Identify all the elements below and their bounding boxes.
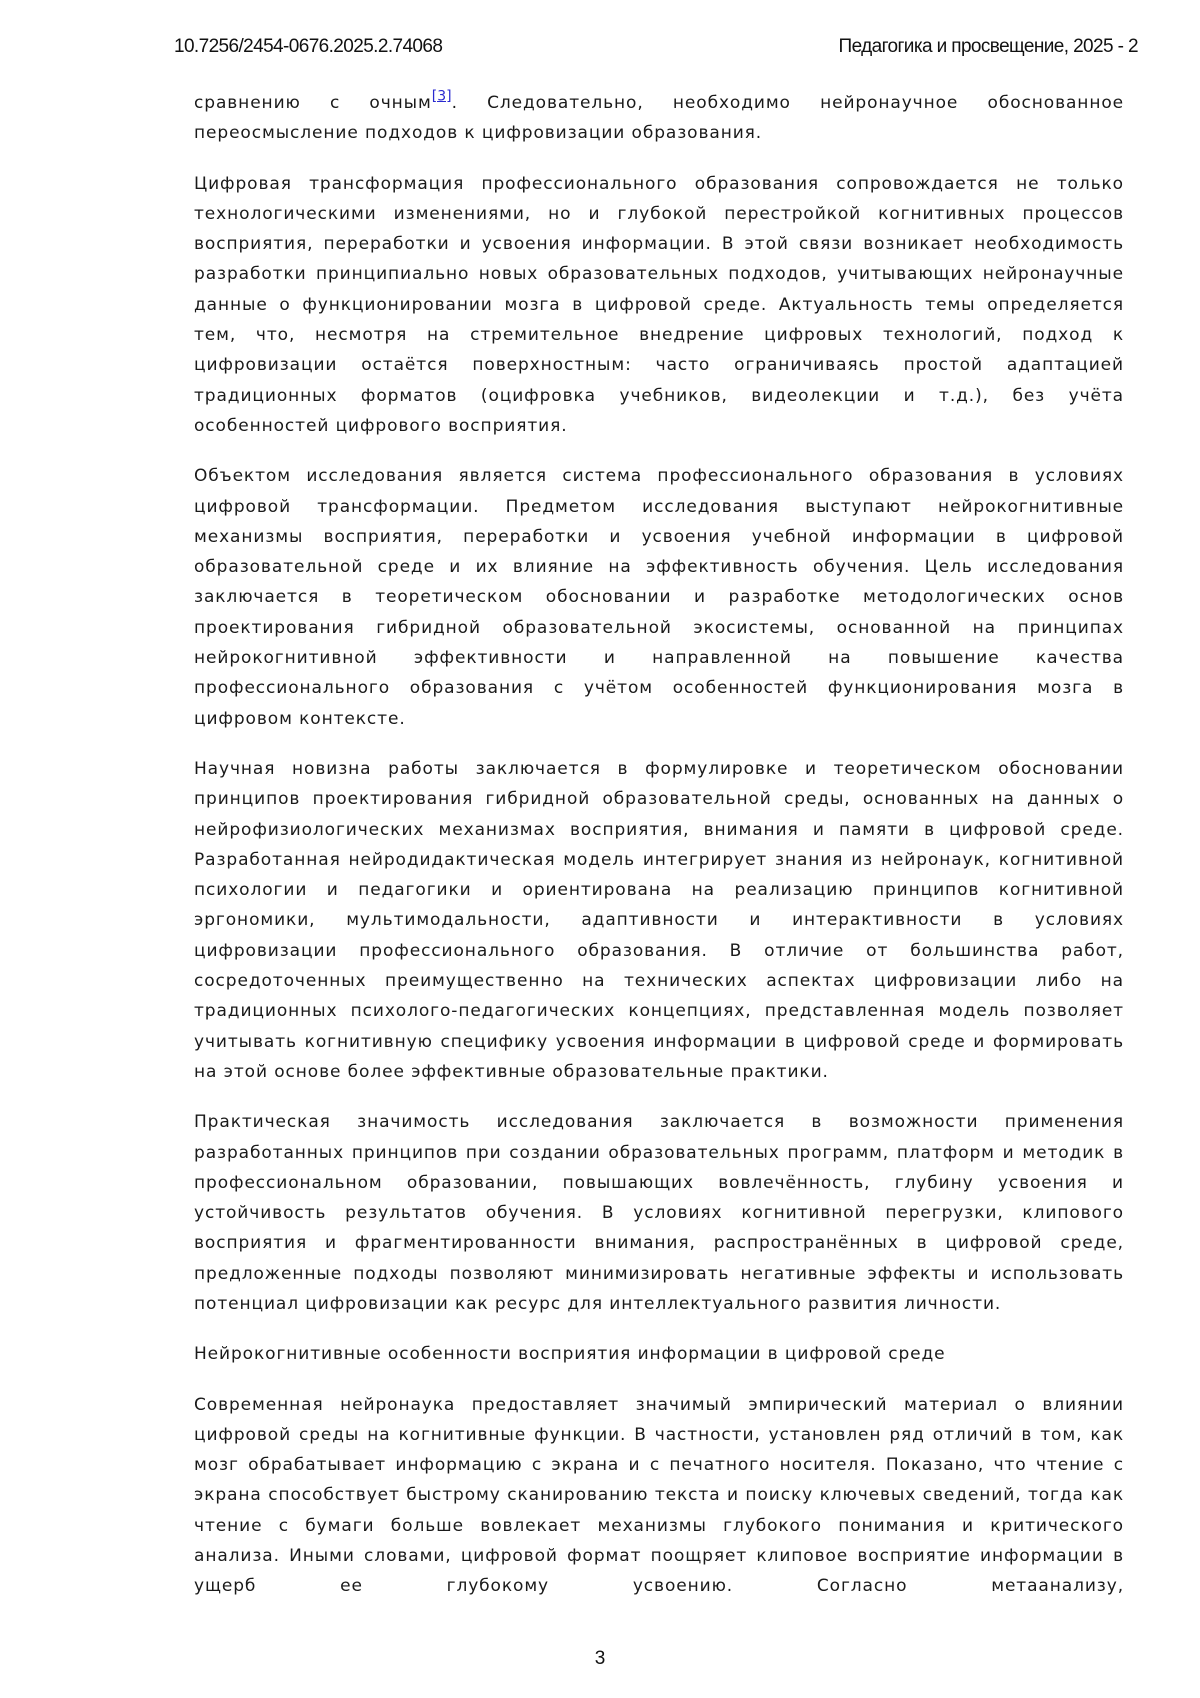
paragraph-text: сравнению с очным bbox=[194, 93, 432, 113]
paragraph-neuroscience: Современная нейронаука предоставляет значимый эмпирический материал о влиянии цифровой среды на когнитивные функции. В частности, установлен ряд отличий в том, как мозг обрабатывает информацию с экрана и с печатного носителя. Показано, что чтение с экрана способствует быстрому сканированию текста и поиску ключевых сведений, тогда как чтение с бумаги больше вовлекает механизмы глубокого понимания и критического анализа. Иными словами, цифровой формат поощряет клиповое восприятие информации в ущерб ее глубокому усвоению. Согласно метаанализу, bbox=[194, 1394, 1124, 1597]
paragraph-object-subject: Объектом исследования является система профессионального образования в условиях цифровой трансформации. Предметом исследования выступают нейрокогнитивные механизмы восприятия, переработки и усвоения учебной информации в цифровой образовательной среде и их влияние на эффективность обучения. Цель исследования заключается в теоретическом обосновании и разработке методологических основ проектирования гибридной образовательной экосистемы, основанной на принципах нейрокогнитивной эффективности и направленной на повышение качества профессионального образования с учётом особенностей функционирования мозга в цифровом контексте. bbox=[194, 466, 1124, 729]
doi-label: 10.7256/2454-0676.2025.2.74068 bbox=[174, 36, 443, 57]
paragraph-continuation bbox=[194, 88, 1124, 149]
paragraph-significance: Практическая значимость исследования заключается в возможности применения разработанных принципов при создании образовательных программ, платформ и методик в профессиональном образовании, повышающих вовлечённость, глубину усвоения и устойчивость результатов обучения. В условиях когнитивной перегрузки, клипового восприятия и фрагментированности внимания, распространённых в цифровой среде, предложенные подходы позволяют минимизировать негативные эффекты и использовать потенциал цифровизации как ресурс для интеллектуального развития личности. bbox=[194, 1112, 1124, 1314]
section-heading: Нейрокогнитивные особенности восприятия информации в цифровой среде bbox=[194, 1344, 946, 1365]
article-body bbox=[194, 88, 1124, 1622]
journal-title: Педагогика и просвещение, 2025 - 2 bbox=[838, 36, 1138, 57]
page-number: 3 bbox=[594, 1648, 606, 1669]
paragraph-novelty: Научная новизна работы заключается в формулировке и теоретическом обосновании принципов проектирования гибридной образовательной среды, основанных на данных о нейрофизиологических механизмах восприятия, внимания и памяти в цифровой среде. Разработанная нейродидактическая модель интегрирует знания из нейронаук, когнитивной психологии и педагогики и ориентирована на реализацию принципов когнитивной эргономики, мультимодальности, адаптивности и интерактивности в условиях цифровизации профессионального образования. В отличие от большинства работ, сосредоточенных преимущественно на технических аспектах цифровизации либо на традиционных психолого-педагогических концепциях, представленная модель позволяет учитывать когнитивную специфику усвоения информации в цифровой среде и формировать на этой основе более эффективные образовательные практики. bbox=[194, 758, 1124, 1082]
citation-link[interactable]: [3] bbox=[431, 88, 452, 105]
paragraph-text: . Следовательно, необходимо нейронаучное обоснованное переосмысление подходов к цифровизации образования. bbox=[194, 93, 1124, 144]
page-header bbox=[174, 36, 1138, 64]
paragraph-relevance: Цифровая трансформация профессионального образования сопровождается не только технологическими изменениями, но и глубокой перестройкой когнитивных процессов восприятия, переработки и усвоения информации. В этой связи возникает необходимость разработки принципиально новых образовательных подходов, учитывающих нейронаучные данные о функционировании мозга в цифровой среде. Актуальность темы определяется тем, что, несмотря на стремительное внедрение цифровых технологий, подход к цифровизации остаётся поверхностным: часто ограничиваясь простой адаптацией традиционных форматов (оцифровка учебников, видеолекции и т.д.), без учёта особенностей цифрового восприятия. bbox=[194, 173, 1124, 436]
